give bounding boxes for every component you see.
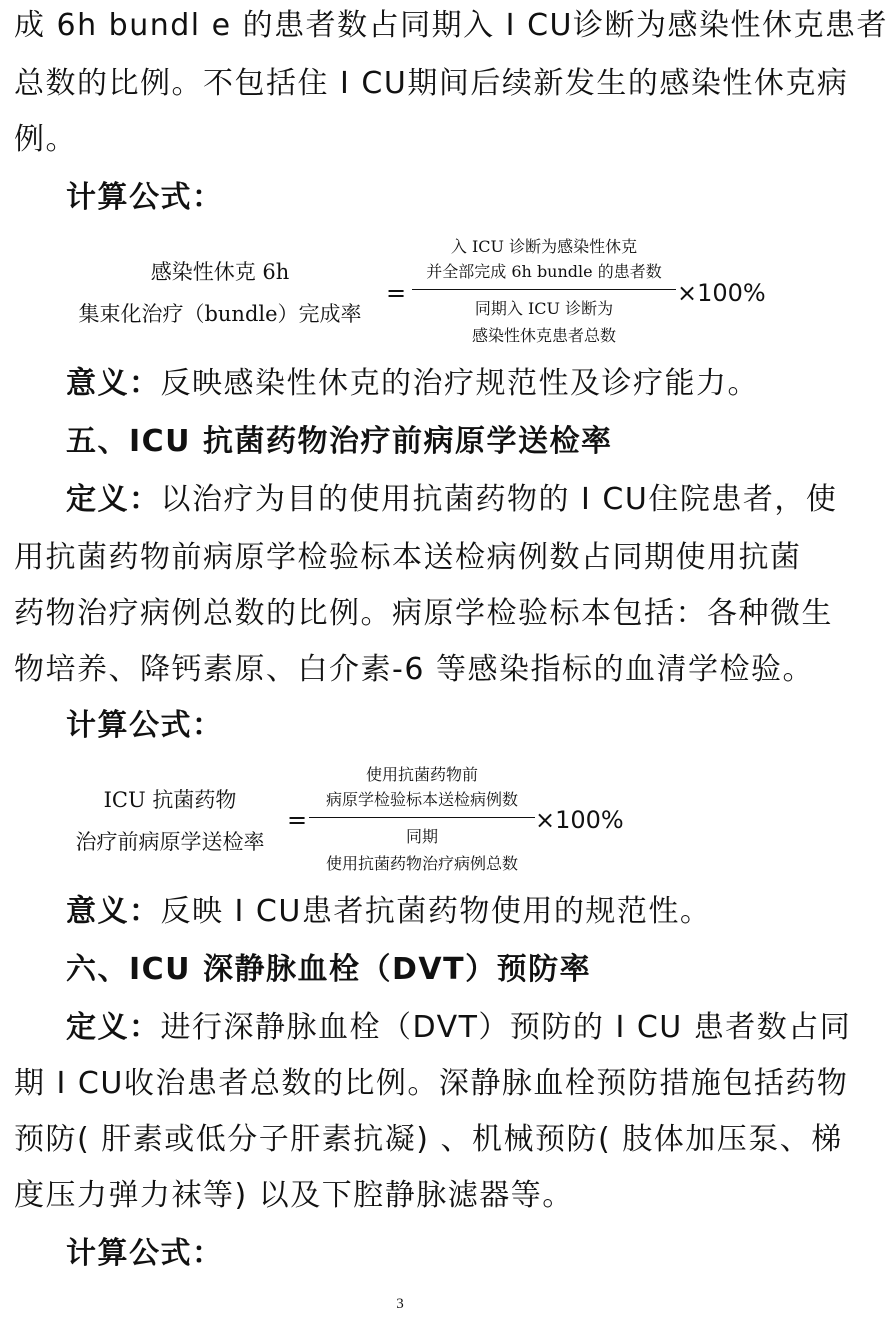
fraction-bar [412,289,676,290]
definition-label: 定义： [66,1010,161,1045]
paragraph-line: 期 I CU收治患者总数的比例。深静脉血栓预防措施包括药物 [14,1066,849,1101]
page-number: 3 [396,1296,404,1312]
fraction-numerator-line1: 入 ICU 诊断为感染性休克 [450,237,638,256]
paragraph-line: 药物治疗病例总数的比例。病原学检验标本包括：各种微生 [14,596,833,631]
fraction-denominator-line1: 同期入 ICU 诊断为 [474,299,614,318]
meaning-text: 反映感染性休克的治疗规范性及诊疗能力。 [160,366,759,401]
meaning-label: 意义： [66,366,161,401]
paragraph-line: 总数的比例。不包括住 I CU期间后续新发生的感染性休克病 [14,66,849,101]
definition-text: 进行深静脉血栓（DVT）预防的 I CU 患者数占同 [160,1010,852,1045]
fraction-denominator-line2: 使用抗菌药物治疗病例总数 [325,854,518,873]
formula-lhs-line2: 集束化治疗（bundle）完成率 [78,302,362,326]
paragraph-line: 用抗菌药物前病原学检验标本送检病例数占同期使用抗菌 [14,540,802,575]
formula-equals: = [386,279,407,307]
formula-lhs-line2: 治疗前病原学送检率 [75,830,265,854]
formula-lhs-line1: 感染性休克 6h [150,260,290,284]
fraction-denominator-line1: 同期 [405,827,438,846]
formula-fraction [309,764,535,876]
formula-fraction [412,236,676,348]
paragraph-line: 例。 [14,122,77,157]
meaning-paragraph [66,366,759,402]
formula-lhs-line1: ICU 抗菌药物 [103,788,237,812]
definition-text: 以治疗为目的使用抗菌药物的 I CU住院患者，使 [160,482,838,517]
definition-first-line [66,482,837,518]
formula-multiplier: ×100% [677,279,766,307]
meaning-label: 意义： [66,894,161,929]
calc-label: 计算公式： [66,180,224,215]
formula-multiplier: ×100% [535,806,624,834]
section-heading: 六、ICU 深静脉血栓（DVT）预防率 [66,952,592,987]
paragraph-line: 物培养、降钙素原、白介素-6 等感染指标的血清学检验。 [14,652,814,687]
meaning-text: 反映 I CU患者抗菌药物使用的规范性。 [160,894,712,929]
formula-equals: = [287,806,308,834]
fraction-numerator-line1: 使用抗菌药物前 [365,765,478,784]
fraction-denominator-line2: 感染性休克患者总数 [471,326,616,345]
paragraph-line: 预防( 肝素或低分子肝素抗凝) 、机械预防( 肢体加压泵、梯 [14,1122,843,1157]
definition-label: 定义： [66,482,161,517]
fraction-bar [309,817,535,818]
paragraph-line: 成 6h bundl e 的患者数占同期入 I CU诊断为感染性休克患者 [14,8,888,43]
section-heading: 五、ICU 抗菌药物治疗前病原学送检率 [66,424,613,459]
definition-first-line [66,1010,851,1046]
meaning-paragraph [66,894,711,930]
calc-label: 计算公式： [66,708,224,743]
fraction-numerator-line2: 并全部完成 6h bundle 的患者数 [426,262,662,281]
fraction-numerator-line2: 病原学检验标本送检病例数 [325,790,518,809]
calc-label: 计算公式： [66,1236,224,1271]
paragraph-line: 度压力弹力袜等) 以及下腔静脉滤器等。 [14,1178,574,1213]
